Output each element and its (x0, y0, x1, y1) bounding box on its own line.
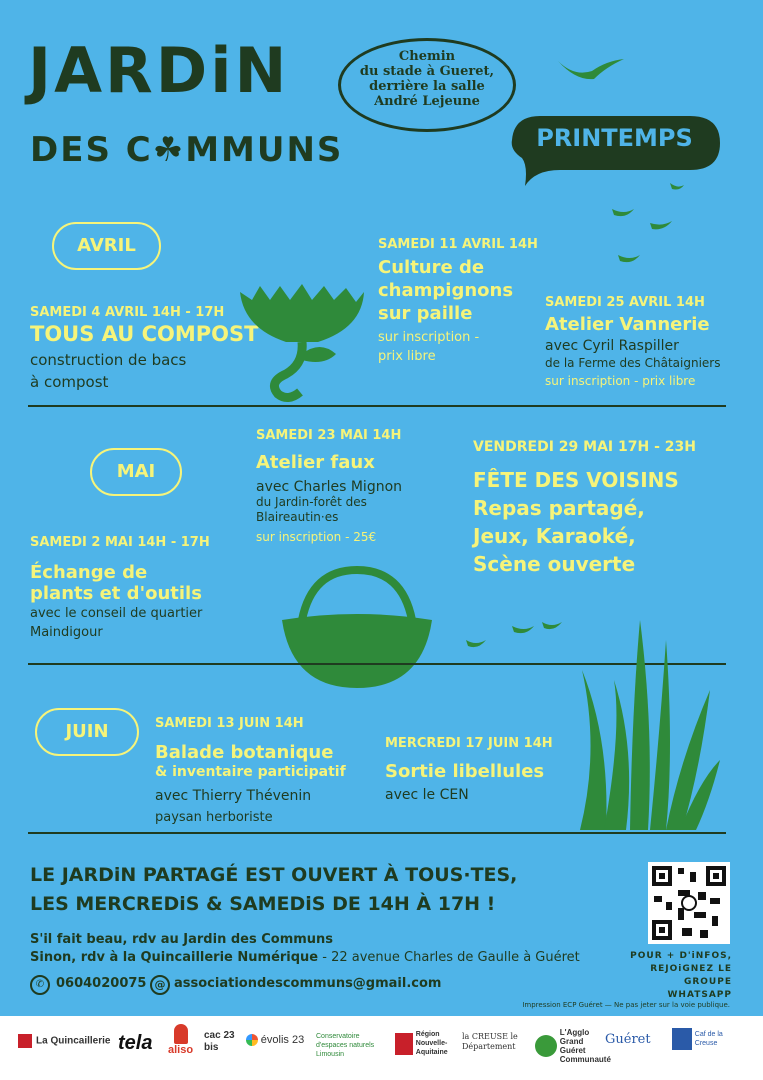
event-note: sur inscription - prix libre (545, 374, 696, 388)
phone-icon: ✆ (30, 975, 50, 995)
event-desc-line: paysan herboriste (155, 810, 273, 825)
event-desc (256, 480, 402, 525)
divider (28, 832, 726, 834)
event-desc-line: de la Ferme des Châtaigniers (545, 356, 721, 370)
logo-label: Caf de la Creuse (694, 1031, 723, 1047)
event-note-line: prix libre (378, 349, 436, 364)
logo-caf (672, 1028, 729, 1050)
location-line: André Lejeune (374, 94, 480, 109)
logo-label: évolis 23 (260, 1034, 305, 1046)
logo-quincaillerie (18, 1034, 110, 1048)
location-line: Chemin (398, 49, 456, 64)
month-tag-april: AVRIL (52, 222, 161, 270)
event-date: MERCREDI 17 JUIN 14H (385, 736, 553, 751)
event-title: Atelier faux (256, 452, 375, 473)
plant-icon (232, 278, 372, 403)
event-desc (30, 349, 186, 393)
logo-agglo (535, 1028, 611, 1064)
event-desc (155, 786, 311, 828)
location-line: derrière la salle (369, 79, 485, 94)
email-icon: @ (150, 975, 170, 995)
qr-caption-line: WHATSAPP (667, 990, 732, 1000)
location-line: du stade à Gueret, (359, 64, 495, 79)
event-desc-line: avec Charles Mignon (256, 479, 403, 495)
event-desc (30, 604, 202, 642)
event-desc-line: avec Thierry Thévenin (155, 788, 312, 804)
birds-icon (600, 175, 700, 275)
logo-label: aliso (168, 1044, 194, 1056)
event-title: Sortie libellules (385, 761, 545, 782)
email-address[interactable]: associationdescommuns@gmail.com (174, 976, 442, 991)
event-subtitle: & inventaire participatif (155, 764, 346, 780)
event-desc-line: du Jardin-forêt des (256, 495, 367, 509)
event-date: SAMEDI 13 JUIN 14H (155, 716, 304, 731)
page-title-line1: JARDiN (28, 34, 290, 107)
event-note (378, 328, 479, 366)
event-title (30, 562, 202, 604)
event-title-line: champignons (378, 280, 514, 301)
event-desc (545, 338, 720, 372)
logo-evolis (246, 1034, 304, 1046)
info-line-2 (30, 950, 580, 965)
event-date: SAMEDI 25 AVRIL 14H (545, 295, 705, 310)
birds-icon (462, 618, 572, 654)
season-label: PRINTEMPS (536, 124, 693, 152)
event-title-line: FÊTE DES VOISINS (473, 468, 679, 492)
logo-cac: cac 23 bis (204, 1030, 235, 1053)
event-title (473, 466, 679, 578)
info-line-1: S'il fait beau, rdv au Jardin des Communs (30, 932, 334, 947)
logo-creuse: la CREUSE le Département (462, 1032, 518, 1051)
bird-icon (556, 55, 626, 85)
event-date: SAMEDI 2 MAI 14H - 17H (30, 535, 210, 550)
event-desc-line: à compost (30, 373, 109, 391)
print-note: Impression ECP Guéret — Ne pas jeter sur la voie publique. (522, 1001, 730, 1009)
event-date: SAMEDI 23 MAI 14H (256, 428, 402, 443)
qr-caption (600, 950, 732, 1002)
logo-cen: Conservatoire d'espaces naturels Limousin (316, 1033, 375, 1058)
event-note: sur inscription - 25€ (256, 530, 377, 544)
event-title: Balade botanique (155, 742, 334, 763)
logo-region (395, 1030, 456, 1057)
event-date: VENDREDI 29 MAI 17H - 23H (473, 439, 696, 455)
logo-tela: tela (118, 1032, 153, 1054)
info-line-2-bold: Sinon, rdv à la Quincaillerie Numérique (30, 950, 319, 965)
qr-caption-line: POUR + D'iNFOS, (630, 951, 732, 961)
event-title-line: Repas partagé, (473, 496, 645, 520)
event-title: Atelier Vannerie (545, 314, 710, 335)
qr-code[interactable] (648, 862, 730, 944)
basket-icon (272, 560, 442, 700)
partner-logos-bar (0, 1016, 763, 1080)
logo-gueret: Guéret (605, 1032, 651, 1047)
event-desc-line: construction de bacs (30, 351, 187, 369)
event-title (378, 256, 513, 325)
event-desc-line: Blaireautin·es (256, 510, 339, 524)
event-desc: avec le CEN (385, 787, 469, 803)
logo-aliso (168, 1024, 193, 1056)
info-line-2-rest: - 22 avenue Charles de Gaulle à Guéret (318, 950, 580, 965)
month-tag-june: JUIN (35, 708, 139, 756)
page-title-line2: DES C☘MMUNS (30, 130, 344, 170)
logo-label: L'Agglo Grand Guéret Communauté (559, 1028, 611, 1064)
divider (28, 405, 726, 407)
logo-label: Région Nouvelle-Aquitaine (415, 1031, 448, 1056)
logo-label: La Quincaillerie (36, 1035, 111, 1047)
event-date: SAMEDI 11 AVRIL 14H (378, 237, 538, 252)
open-line-1: LE JARDiN PARTAGÉ EST OUVERT À TOUS·TES, (30, 864, 518, 886)
event-note-line: sur inscription - (378, 330, 480, 345)
grass-icon (570, 610, 730, 835)
event-title-line: sur paille (378, 303, 473, 324)
open-line-2: LES MERCREDiS & SAMEDiS DE 14H À 17H ! (30, 893, 496, 915)
event-title-line: Culture de (378, 257, 485, 278)
event-title-line: Jeux, Karaoké, (473, 524, 636, 548)
location-oval (338, 38, 516, 132)
month-tag-may: MAI (90, 448, 182, 496)
event-title-line: plants et d'outils (30, 583, 202, 604)
event-title-line: Échange de (30, 562, 148, 583)
event-title: TOUS AU COMPOST (30, 322, 259, 346)
event-title-line: Scène ouverte (473, 552, 636, 576)
event-desc-line: avec Cyril Raspiller (545, 338, 679, 354)
event-desc-line: Maindigour (30, 625, 103, 640)
phone-number[interactable]: 0604020075 (56, 976, 147, 991)
event-desc-line: avec le conseil de quartier (30, 606, 203, 621)
qr-caption-line: REJOiGNEZ LE GROUPE (650, 964, 732, 987)
event-date: SAMEDI 4 AVRIL 14H - 17H (30, 305, 225, 320)
